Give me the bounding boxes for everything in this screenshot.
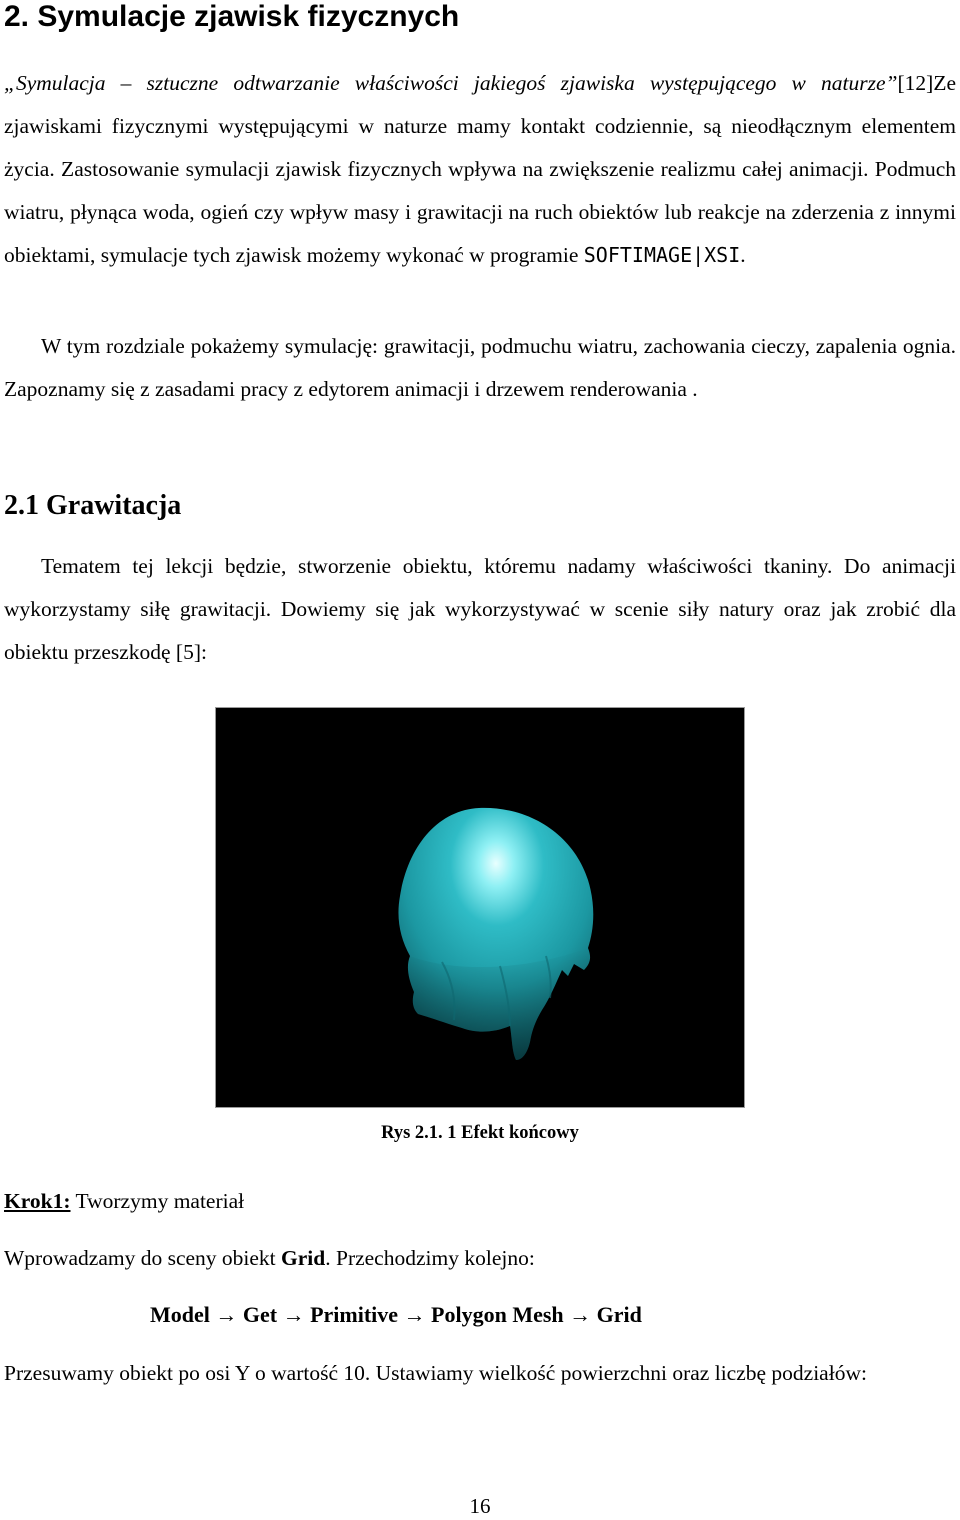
final-paragraph: Przesuwamy obiekt po osi Y o wartość 10. Ustawiamy wielkość powierzchni oraz liczbę podziałów:: [4, 1361, 867, 1385]
figure-caption-text: Rys 2.1. 1 Efekt końcowy: [381, 1123, 579, 1143]
section-heading: 2.1 Grawitacja: [4, 490, 182, 521]
step-label: Krok1:: [4, 1189, 71, 1213]
software-name: SOFTIMAGE|XSI: [583, 243, 741, 267]
intro-text: [12]Ze zjawiskami fizycznymi występującymi w naturze mamy kontakt codziennie, są nieodłącznym elementem życia. Zastosowanie symulacji zjawisk fizycznych wpływa na zwiększenie realizmu całej animacji. Podmuch wiatru, płynąca woda, ogień czy wpływ masy i grawitacji na ruch obiektów lub reakcje na zderzenia z innymi obiektami, symulacje tych zjawisk możemy wykonać w programie: [4, 71, 956, 267]
figure-render-image: [215, 707, 745, 1108]
definition-quote: „Symulacja – sztuczne odtwarzanie właściwości jakiegoś zjawiska występującego w naturze”: [4, 71, 898, 95]
section-intro-paragraph: Tematem tej lekcji będzie, stworzenie obiektu, któremu nadamy właściwości tkaniny. Do animacji wykorzystamy siłę grawitacji. Dowiemy się jak wykorzystywać w scenie siły natury oraz jak zrobić dla obiektu przeszkodę [5]:: [4, 554, 956, 664]
page-number: 16: [469, 1494, 491, 1518]
step-heading: [4, 1181, 244, 1221]
cloth-drape-illustration: [216, 708, 745, 1108]
chapter-overview-paragraph: W tym rozdziale pokażemy symulację: grawitacji, podmuchu wiatru, zachowania cieczy, zapalenia ognia. Zapoznamy się z zasadami pracy z edytorem animacji i drzewem renderowania .: [4, 334, 956, 401]
instruction-object: Grid: [281, 1246, 326, 1270]
step-text: Tworzymy materiał: [70, 1189, 245, 1213]
instruction-line: [4, 1238, 535, 1278]
instruction-after: . Przechodzimy kolejno:: [325, 1246, 535, 1270]
intro-paragraph: [4, 62, 956, 277]
intro-end: .: [740, 243, 746, 267]
instruction-before: Wprowadzamy do sceny obiekt: [4, 1246, 282, 1270]
chapter-heading: 2. Symulacje zjawisk fizycznych: [4, 0, 460, 33]
menu-path: Model → Get → Primitive → Polygon Mesh → Grid: [150, 1302, 642, 1327]
figure-caption: [0, 1121, 960, 1145]
